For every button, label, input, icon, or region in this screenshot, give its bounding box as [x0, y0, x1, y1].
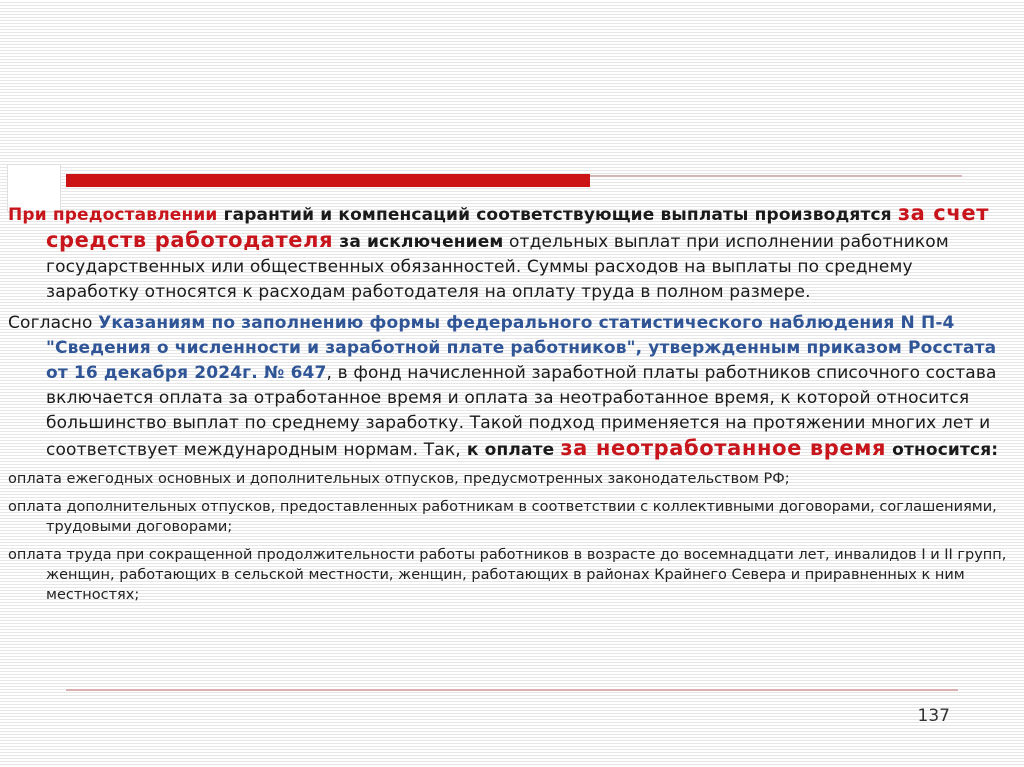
list-item: оплата дополнительных отпусков, предоставленных работникам в соответствии с коллективными договорами, соглашениями, трудовыми договорами;: [8, 499, 997, 535]
paragraph1-emphasis: за счет средств работодателя: [46, 201, 989, 252]
list-item: оплата ежегодных основных и дополнительных отпусков, предусмотренных законодательством РФ;: [8, 471, 790, 487]
title-rule-accent: [66, 174, 590, 187]
paragraph1-lead: При предоставлении: [8, 205, 218, 225]
paragraph1-rest: отдельных выплат при исполнении работником государственных или общественных обязанностей. Суммы расходов на выплаты по среднему заработку относятся к расходам работодателя на оплату труда в полном размере.: [46, 232, 949, 302]
title-rule-line: [590, 175, 962, 177]
paragraph-rosstat-guidance: [8, 311, 1008, 463]
paragraph1-part2: за исключением: [333, 232, 504, 252]
paragraph-employer-payments: [8, 201, 1008, 305]
paragraph2-reference: Указаниям по заполнению формы федерального статистического наблюдения N П-4 "Сведения о численности и заработной плате работников", утвержденным приказом Росстата от 16 декабря 2024г. № 647: [46, 313, 997, 383]
paragraph2-body: , в фонд начисленной заработной платы работников списочного состава включается оплата за отработанное время и оплата за неотработанное время, к которой относится большинство выплат по среднему заработку. Такой подход применяется на протяжении многих лет и соответствует международным нормам. Так,: [46, 363, 997, 460]
paragraph2-bold-tail: относится:: [886, 440, 999, 460]
list-item: оплата труда при сокращенной продолжительности работы работников в возрасте до восемнадцати лет, инвалидов I и II групп, женщин, работающих в сельской местности, женщин, работающих в районах Крайнего Севера и приравненных к ним местностях;: [8, 547, 1007, 603]
paragraph2-emphasis: за неотработанное время: [560, 436, 887, 460]
paragraph2-lead: Согласно: [8, 313, 99, 333]
slide-body: [8, 201, 1008, 605]
footer-rule: [66, 689, 958, 691]
paragraph1-part1: гарантий и компенсаций соответствующие выплаты производятся: [217, 205, 898, 225]
page-number: 137: [917, 706, 950, 726]
paragraph2-bold-lead: к оплате: [460, 440, 561, 460]
